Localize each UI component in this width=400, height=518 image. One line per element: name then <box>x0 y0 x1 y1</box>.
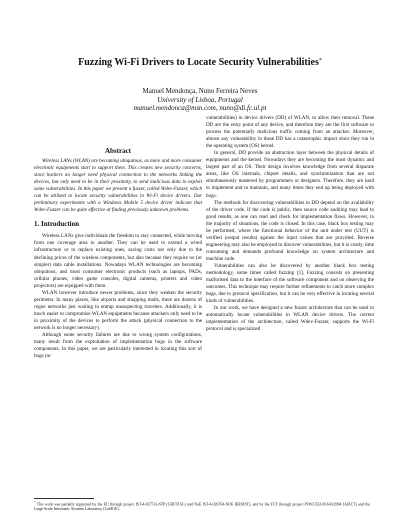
right-paragraph-5: In our work, we have designed a new fuzzer architecture that can be used to automatically locate vulnerabilities in WLAN device drivers. The current implementation of the architecture, called Wdev-Fuzzer, supports the Wi-Fi protocol and is specialized <box>206 305 374 333</box>
author-affiliation: University of Lisboa, Portugal <box>157 95 243 104</box>
footnote-divider <box>34 498 94 499</box>
intro-paragraph-3: Although some security failures are due to wrong system configurations, many result from the exploitation of implementation bugs in the software components. In this paper, we are particularly interested in locating this sort of bugs (or <box>34 332 202 360</box>
author-block <box>20 87 380 113</box>
right-paragraph-1: vulnerabilities) in device drivers (DD) of WLAN, to allow their removal. These DD are the entry point of any device, and therefore they are the first software to process the potentially malicious traffic coming from an attacker. Moreover, almost any vulnerability in these DD has a catastrophic impact since they run in the operating system (OS) kernel. <box>206 115 374 150</box>
footnote-mark: * <box>34 500 36 504</box>
introduction-heading: 1. Introduction <box>34 220 79 229</box>
paper-title <box>20 57 380 69</box>
footnote <box>34 500 370 512</box>
author-names: Manuel Mendonça, Nuno Ferreira Neves <box>142 87 258 95</box>
footnote-text: This work was partially supported by the EU through project IST-4-027513-STP (CRUTIAL) and NoE IST-4-026764-NOE (RESIST), and by the FCT through project POSC/EIA/61643/2004 (AJECT) and the Large-Scale Informatic Systems Laboratory (LaSIGE). <box>34 502 370 512</box>
right-paragraph-3: The methods for discovering vulnerabilities in DD depend on the availability of the driver code. If the code is public, then source code auditing may lead to good results, as one can read and check for implementation flaws. However, in the majority of situations, the code is closed. In this case, black box testing may be performed, where the functional behavior of the unit under test (UUT) is verified (output results) against the input values that are provided. Reverse engineering may also be employed to discover vulnerabilities, but it is costly, time consuming and demands profound knowledge on system architecture and machine code. <box>206 199 374 262</box>
intro-paragraph-1: Wireless LANs give individuals the freedom to stay connected, while moving from one coverage area to another. They can be used to extend a wired infrastructure or to replace existing ones, saving costs not only due to the declining prices of the wireless components, but also because they require no (or simpler) data cable installations. Nowadays WLAN technologies are becoming ubiquitous, and most consumer electronic products (such as laptops, PADs, cellular phones, video game consoles, digital cameras, printers and video projectors) are equipped with them. <box>34 233 202 289</box>
left-column <box>34 147 202 360</box>
abstract-heading: Abstract <box>104 147 132 155</box>
intro-paragraph-2: WLAN however introduce newer problems, since they weaken the security perimeter. In many places, like airports and shopping malls, there are dozens of rogue networks just waiting to entrap unsuspecting travelers. Additionally, it is much easier to compromise WLAN equipments because attackers only need to be in proximity of the devices to perform the attack (physical connection to the network is no longer necessary). <box>34 289 202 331</box>
abstract-text: Wireless LANs (WLAN) are becoming ubiquitous, as more and more consumer electronic equipments start to support them. This creates new security concerns, since hackers no longer need physical connection to the networks linking the devices, but only need to be in their proximity, to send malicious data to exploit some vulnerabilities. In this paper we present a fuzzer, called Wdev-Fuzzer, which can be utilized to locate security vulnerabilities in Wi-Fi device drivers. Our preliminary experiments with a Windows Mobile 5 device driver indicate that Wdev-Fuzzer can be quite effective at finding previously unknown problems. <box>34 158 202 214</box>
right-paragraph-4: Vulnerabilities can also be discovered by another black box testing methodology, some times called fuzzing [1]. Fuzzing consists on presenting malformed data to the interface of the software component and on observing the outcomes. This technique may require further refinements to catch more complex bugs, due to protocol specification, but it can be very effective in locating several kinds of vulnerabilities. <box>206 262 374 305</box>
right-column <box>206 115 374 333</box>
author-emails: manuel.mendonca@msn.com, nuno@di.fc.ul.pt <box>133 104 267 113</box>
title-text: Fuzzing Wi-Fi Drivers to Locate Security Vulnerabilities <box>78 57 319 68</box>
title-footnote-mark: * <box>318 58 322 64</box>
right-paragraph-2: In general, DD provide an abstraction layer between the physical details of equipments and the kernel. Nowadays they are becoming the most dynamic and largest part of an OS. Their design involves knowledge from several disparate areas, like OS internals, chipset details, and synchronization that are not simultaneously mastered by programmers or designers. Therefore, they are hard to implement and to maintain, and many times they end up being deployed with bugs. <box>206 150 374 199</box>
